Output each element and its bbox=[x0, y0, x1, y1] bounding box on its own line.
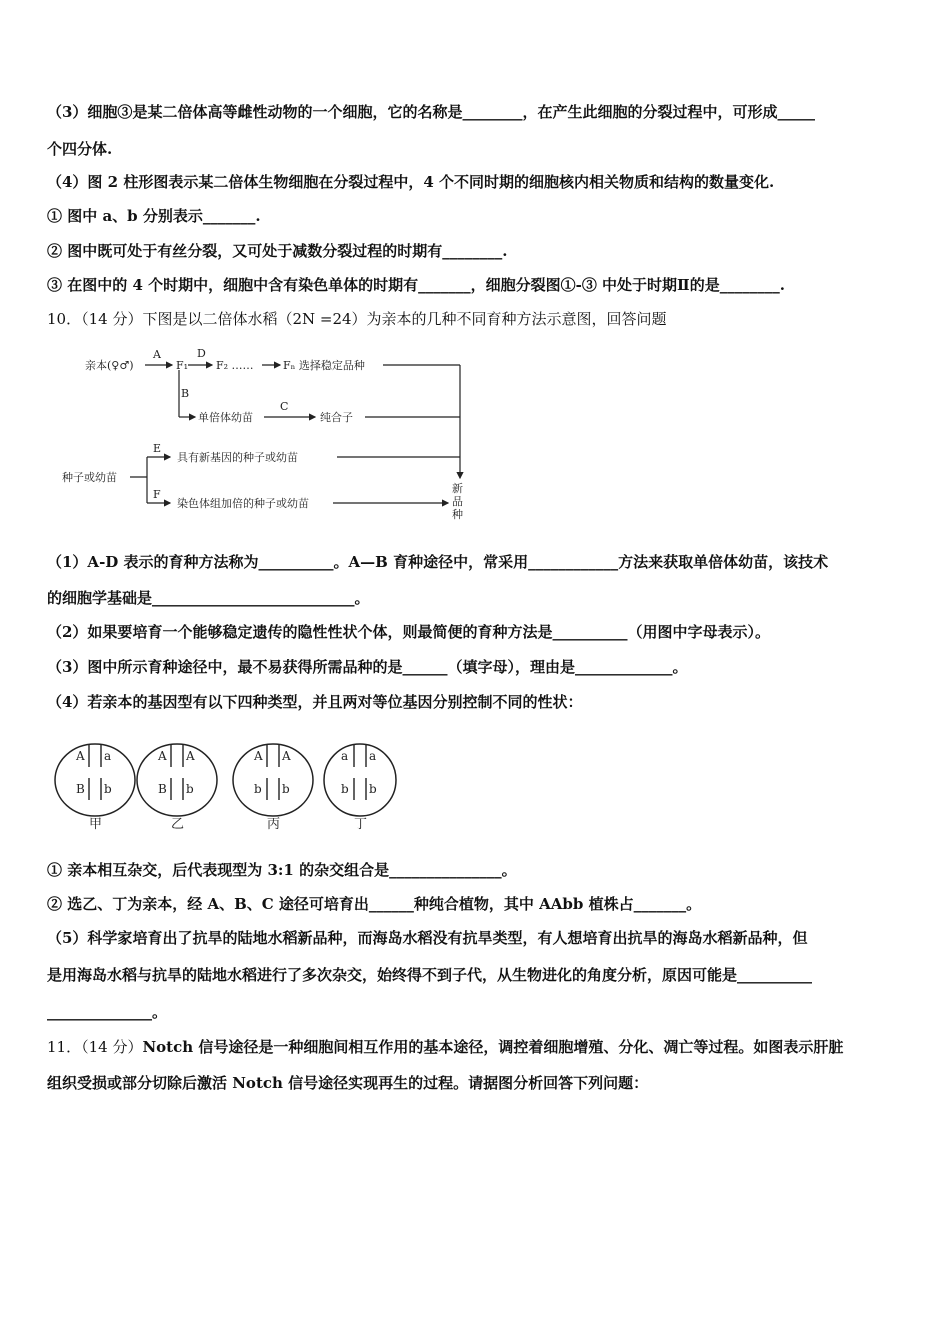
diagram-homozygote: 纯合子 bbox=[320, 411, 353, 424]
q11-number: 11．（14 分） bbox=[47, 1038, 143, 1056]
allele-label: a bbox=[104, 749, 112, 763]
cell-4 bbox=[324, 744, 396, 832]
diagram-label-a: A bbox=[153, 348, 161, 361]
q10-part1-line1: （1）A-D 表示的育种方法称为__________。A—B 育种途径中，常采用____________方法来获取单倍体幼苗，该技术 bbox=[47, 553, 829, 571]
diagram-label-f: F bbox=[153, 488, 161, 501]
diagram-f2: F₂ …… bbox=[216, 359, 254, 372]
diagram-f1: F₁ bbox=[176, 359, 189, 372]
cell-membrane bbox=[55, 744, 135, 816]
cell-label: 丙 bbox=[267, 817, 281, 832]
q9-part4: （4）图 2 柱形图表示某二倍体生物细胞在分裂过程中，4 个不同时期的细胞核内相关物质和结构的数量变化. bbox=[47, 173, 775, 191]
allele-label: a bbox=[369, 749, 377, 763]
diagram-new-variety-3: 种 bbox=[452, 508, 463, 521]
q10-stem-text: 下图是以二倍体水稻（2N =24）为亲本的几种不同育种方法示意图，回答问题 bbox=[142, 310, 667, 328]
q10-number: 10．（14 分） bbox=[47, 310, 143, 328]
diagram-haploid: 单倍体幼苗 bbox=[198, 411, 253, 424]
q9-sub2: ② 图中既可处于有丝分裂，又可处于减数分裂过程的时期有________. bbox=[47, 242, 508, 260]
q10-part5-line1: （5）科学家培育出了抗旱的陆地水稻新品种，而海岛水稻没有抗旱类型，有人想培育出抗旱的海岛水稻新品种，但 bbox=[47, 929, 808, 947]
cell-3 bbox=[233, 744, 313, 832]
allele-label: A bbox=[282, 749, 291, 763]
cell-1 bbox=[55, 744, 135, 832]
cell-membrane bbox=[233, 744, 313, 816]
diagram-new-variety-1: 新 bbox=[452, 482, 463, 495]
q9-sub1: ① 图中 a、b 分别表示_______. bbox=[47, 207, 261, 225]
diagram-label-c: C bbox=[280, 400, 289, 413]
q9-part3-line1: （3）细胞③是某二倍体高等雌性动物的一个细胞，它的名称是________，在产生此细胞的分裂过程中，可形成_____ bbox=[47, 103, 815, 121]
allele-label: A bbox=[76, 749, 85, 763]
diagram-fn: Fₙ 选择稳定品种 bbox=[283, 359, 365, 372]
allele-label: A bbox=[158, 749, 167, 763]
allele-label: b bbox=[282, 782, 290, 796]
allele-label: a bbox=[341, 749, 349, 763]
allele-label: b bbox=[254, 782, 262, 796]
q10-part4-sub1: ① 亲本相互杂交，后代表现型为 3:1 的杂交组合是_______________。 bbox=[47, 861, 517, 879]
diagram-label-d: D bbox=[197, 347, 206, 360]
diagram-label-e: E bbox=[153, 442, 162, 455]
allele-label: b bbox=[341, 782, 349, 796]
breeding-diagram bbox=[0, 0, 950, 540]
q11-line2: 组织受损或部分切除后激活 Notch 信号途径实现再生的过程。请据图分析回答下列问题： bbox=[47, 1074, 649, 1092]
diagram-doubled: 染色体组加倍的种子或幼苗 bbox=[177, 497, 309, 510]
cell-label: 乙 bbox=[171, 817, 185, 832]
q10-part4-sub2: ② 选乙、丁为亲本，经 A、B、C 途径可培育出______种纯合植物，其中 AAbb 植株占_______。 bbox=[47, 895, 702, 913]
diagram-seed: 种子或幼苗 bbox=[62, 471, 117, 484]
cell-membrane bbox=[137, 744, 217, 816]
q10-part1-line2: 的细胞学基础是___________________________。 bbox=[47, 589, 370, 607]
q10-part5-line2: 是用海岛水稻与抗旱的陆地水稻进行了多次杂交，始终得不到子代，从生物进化的角度分析，原因可能是__________ bbox=[47, 966, 813, 984]
diagram-parent: 亲本(♀♂) bbox=[85, 359, 134, 372]
q11-line1 bbox=[47, 1037, 843, 1057]
diagram-label-b: B bbox=[181, 387, 190, 400]
q10-part5-line3: ______________。 bbox=[47, 1003, 168, 1021]
q10-part2: （2）如果要培育一个能够稳定遗传的隐性性状个体，则最简便的育种方法是__________（用图中字母表示）。 bbox=[47, 623, 770, 641]
allele-label: b bbox=[186, 782, 194, 796]
diagram-new-variety-2: 品 bbox=[452, 495, 463, 508]
diagram-newgene: 具有新基因的种子或幼苗 bbox=[177, 451, 298, 464]
allele-label: B bbox=[158, 782, 167, 796]
cell-label: 丁 bbox=[354, 817, 368, 832]
q9-part3-line2: 个四分体. bbox=[47, 140, 113, 158]
cell-membrane bbox=[324, 744, 396, 816]
allele-label: A bbox=[186, 749, 195, 763]
q10-part4: （4）若亲本的基因型有以下四种类型，并且两对等位基因分别控制不同的性状： bbox=[47, 693, 583, 711]
allele-label: A bbox=[254, 749, 263, 763]
cell-label: 甲 bbox=[89, 817, 103, 832]
allele-label: b bbox=[369, 782, 377, 796]
allele-label: B bbox=[76, 782, 85, 796]
q11-line1-text: Notch 信号途径是一种细胞间相互作用的基本途径，调控着细胞增殖、分化、凋亡等过程。如图表示肝脏 bbox=[142, 1038, 844, 1056]
q10-part3: （3）图中所示育种途径中，最不易获得所需品种的是______（填字母），理由是_____________。 bbox=[47, 658, 688, 676]
genotype-cells-figure bbox=[0, 735, 450, 835]
cell-2 bbox=[137, 744, 217, 832]
q9-sub3: ③ 在图中的 4 个时期中，细胞中含有染色单体的时期有_______，细胞分裂图①-③ 中处于时期Ⅱ的是________. bbox=[47, 276, 785, 294]
allele-label: b bbox=[104, 782, 112, 796]
